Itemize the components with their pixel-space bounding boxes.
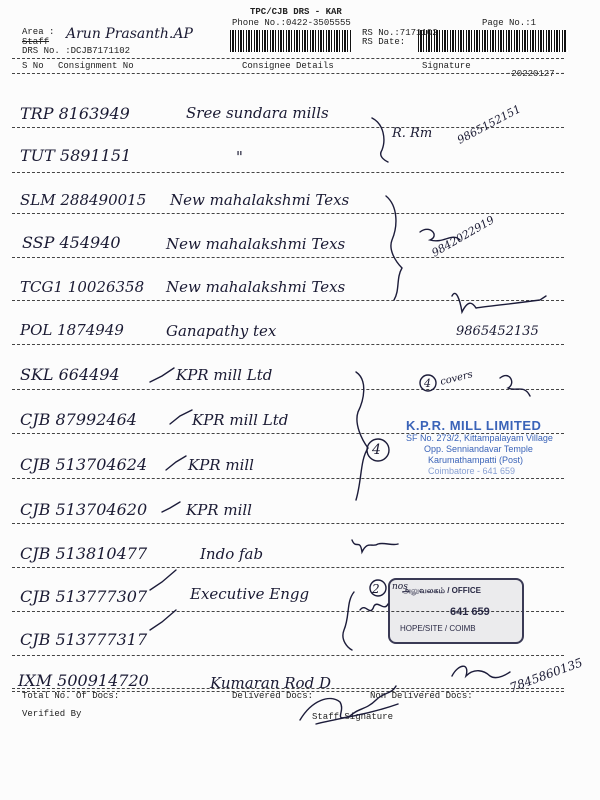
row-1-consignment: TRP 8163949 (20, 104, 130, 123)
row-5-consignee: New mahalakshmi Texs (166, 278, 346, 296)
rs-number: RS No.:7171102 (362, 28, 438, 38)
rs-date: RS Date: (362, 37, 406, 47)
row-8-consignee: KPR mill Ltd (192, 411, 289, 429)
signature-row-6 (452, 293, 546, 312)
row-7-consignment: SKL 664494 (20, 365, 120, 384)
tick-row-10 (162, 502, 180, 512)
row-12-consignment: CJB 513777307 (20, 587, 148, 606)
row-1-phone: 9865152151 (455, 102, 523, 147)
brace-rows-3-5 (386, 196, 402, 300)
row-4-phone: 9842022919 (429, 213, 497, 260)
staff-signature-flourish (316, 704, 398, 724)
total-docs: Total No. Of Docs: (22, 691, 120, 701)
column-signature: Signature (422, 61, 471, 71)
covers-note: covers (439, 369, 474, 388)
column-consignee: Consignee Details (242, 61, 334, 71)
row-4-consignment: SSP 454940 (22, 233, 121, 252)
row-12-consignee: Executive Engg (190, 585, 310, 603)
tick-row-7 (150, 368, 174, 382)
signature-rows-12-13 (360, 604, 388, 611)
tick-row-8 (170, 410, 192, 424)
kpr-stamp-line2: Opp. Senniandavar Temple (424, 444, 533, 454)
row-7-consignee: KPR mill Ltd (176, 366, 273, 384)
tick-row-13 (150, 610, 176, 630)
row-9-consignee: KPR mill (188, 456, 254, 474)
covers-count: 4 (424, 377, 431, 390)
row-10-consignee: KPR mill (186, 501, 252, 519)
circle-nos (370, 580, 386, 596)
nos-note: nos (392, 582, 408, 592)
kpr-stamp-line3: Karumathampatti (Post) (428, 455, 524, 465)
signature-row-4 (420, 229, 460, 241)
tick-row-12 (150, 570, 176, 590)
staff-signature-label: Staff Signature (312, 712, 394, 722)
row-13-consignment: CJB 513777317 (20, 630, 148, 649)
circle-group-count (367, 439, 389, 461)
page-number: Page No.:1 (482, 18, 537, 28)
row-1-signature: R. Rm (392, 126, 433, 141)
kpr-stamp-line4: Coimbatore - 641 659 (428, 466, 516, 476)
row-4-consignee: New mahalakshmi Texs (166, 235, 346, 253)
office-stamp-line3: HOPE/SITE / COIMB (400, 624, 476, 633)
non-delivered-docs: Non Delivered Docs: (370, 691, 473, 701)
area-value: Arun Prasanth.AP (66, 26, 193, 42)
row-11-consignee: Indo fab (200, 545, 264, 563)
nos-count: 2 (372, 582, 380, 596)
kpr-stamp-line1: SF No. 273/2, Kittampalayam Village (406, 433, 553, 443)
row-9-consignment: CJB 513704624 (20, 455, 148, 474)
area-label: Area : (22, 27, 55, 37)
initials-kpr (500, 376, 530, 396)
row-14-consignment: IXM 500914720 (18, 671, 149, 690)
verified-by: Verified By (22, 709, 82, 719)
row-14-phone: 7845860135 (507, 655, 585, 695)
circle-covers (420, 375, 436, 391)
row-6-consignment: POL 1874949 (20, 321, 124, 339)
kpr-stamp-title: K.P.R. MILL LIMITED (406, 418, 542, 433)
column-sno: S No (22, 61, 44, 71)
brace-rows-12-13 (343, 592, 354, 650)
tick-row-9 (166, 456, 186, 470)
signature-row-11 (352, 540, 398, 552)
sheet-title: TPC/CJB DRS - KAR (250, 7, 342, 17)
drs-number: DRS No. :DCJB7171102 (22, 46, 131, 56)
row-6-consignee: Ganapathy tex (166, 322, 277, 340)
row-11-consignment: CJB 513810477 (20, 544, 148, 563)
row-8-consignment: CJB 87992464 (20, 410, 137, 429)
row-1-consignee: Sree sundara mills (186, 104, 329, 122)
delivered-docs: Delivered Docs: (232, 691, 314, 701)
row-2-consignment: TUT 5891151 (20, 146, 132, 165)
group-count: 4 (372, 442, 381, 458)
bracket-row-1-2 (372, 118, 388, 162)
row-14-consignee: Kumaran Rod D (210, 674, 331, 692)
office-stamp-line2: 641 659 (450, 606, 490, 618)
row-2-consignee: " (236, 148, 243, 166)
signature-row-14 (452, 666, 510, 677)
staff-signature (300, 686, 396, 720)
column-consignment: Consignment No (58, 61, 134, 71)
row-5-consignment: TCG1 10026358 (20, 278, 145, 296)
staff-label: Staff (22, 37, 50, 47)
brace-rows-7-10 (356, 372, 368, 500)
phone-number: Phone No.:0422-3505555 (232, 18, 351, 28)
column-date: -20220127-- (506, 69, 566, 79)
row-3-consignment: SLM 288490015 (20, 191, 147, 209)
row-10-consignment: CJB 513704620 (20, 500, 148, 519)
office-stamp-line1: அலுவலகம் / OFFICE (402, 586, 481, 595)
row-6-phone: 9865452135 (456, 324, 539, 339)
row-3-consignee: New mahalakshmi Texs (170, 191, 350, 209)
